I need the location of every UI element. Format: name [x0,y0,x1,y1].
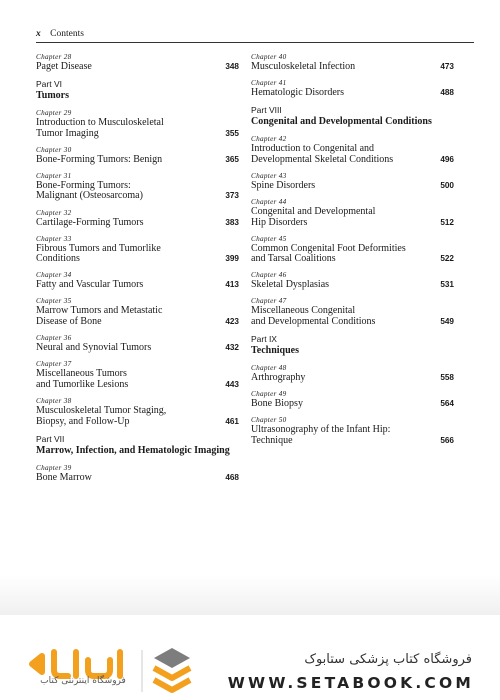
toc-entry[interactable] [251,364,454,384]
page-numeral: x [36,29,41,39]
toc-entry[interactable] [251,79,454,99]
toc-entry[interactable] [251,271,454,291]
chapter-label: Chapter 44 [251,197,287,206]
chapter-label: Chapter 34 [36,271,72,280]
chapter-label: Chapter 41 [251,79,287,88]
chapter-title-line: and Developmental Conditions [251,316,376,328]
chapter-title-row [251,88,454,99]
chapter-title-row [36,473,239,484]
chapter-title-line: Fatty and Vascular Tumors [36,279,144,291]
chapter-title-line: Technique [251,434,293,446]
page-number: 365 [225,154,239,164]
page-number: 473 [440,62,454,71]
chapter-title-line: Marrow Tumors and Metastatic [36,305,163,317]
toc-entry[interactable] [251,416,454,446]
toc-entry[interactable] [36,334,239,354]
chapter-title-line: Developmental Skeletal Conditions [251,153,394,165]
toc-entry[interactable] [251,198,454,228]
chapter-title-line: Miscellaneous Tumors [36,368,127,380]
toc-entry[interactable] [36,146,239,166]
chapter-label: Chapter 40 [251,53,287,61]
chapter-label: Chapter 38 [36,396,72,405]
page-number: 461 [225,416,239,426]
toc-entry[interactable] [36,109,239,139]
chapter-title-row [251,181,454,192]
setabook-logo-icon [14,636,204,700]
part-heading [251,334,454,356]
chapter-label: Chapter 29 [36,109,72,118]
chapter-title-line: Musculoskeletal Tumor Staging, [36,404,167,416]
part-title: Techniques [251,345,299,357]
page-number: 558 [440,373,454,383]
chapter-title-line: Paget Disease [36,61,92,72]
chapter-title-row [251,399,454,410]
part-title: Marrow, Infection, and Hematologic Imaging [36,444,230,456]
chapter-label: Chapter 43 [251,171,287,180]
chapter-title-line: Bone Marrow [36,471,92,483]
page-number: 531 [440,280,454,290]
page-number: 488 [440,88,454,98]
page-number: 443 [225,379,239,389]
chapter-title-line: Hematologic Disorders [251,87,345,99]
chapter-title-row [36,244,239,265]
chapter-label: Chapter 31 [36,171,72,180]
chapter-title-row [251,306,454,327]
chapter-label: Chapter 39 [36,463,72,472]
chapter-title-line: Tumor Imaging [36,127,99,139]
chapter-label: Chapter 36 [36,334,72,343]
part-label: Part VIII [251,105,282,116]
part-heading [36,79,239,101]
page-number: 468 [225,472,239,482]
chapter-title-line: Ultrasonography of the Infant Hip: [251,424,391,436]
chapter-title-line: Congenital and Developmental [251,205,376,217]
chapter-title-line: Neural and Synovial Tumors [36,342,152,354]
page-number: 383 [225,217,239,227]
page-number: 564 [440,399,454,409]
chapter-title-line: Malignant (Osteosarcoma) [36,190,143,202]
chapter-title-row [251,280,454,291]
page-number: 432 [225,343,239,353]
chapter-title-line: Cartilage-Forming Tumors [36,216,144,228]
part-title: Tumors [36,90,69,102]
chapter-title-line: Hip Disorders [251,216,308,228]
running-head: Contents [50,29,84,39]
toc-entry[interactable] [251,235,454,265]
chapter-title-row [251,144,454,165]
chapter-title-row [251,207,454,228]
page-number: 500 [440,180,454,190]
toc-entry[interactable] [36,360,239,390]
toc-entry[interactable] [36,464,239,484]
toc-entry[interactable] [251,390,454,410]
page-number: 549 [440,317,454,327]
chapter-label: Chapter 30 [36,145,72,154]
page-header [36,29,474,43]
chapter-label: Chapter 37 [36,360,72,369]
chapter-label: Chapter 42 [251,135,287,144]
chapter-title-row [251,244,454,265]
chapter-title-row [36,306,239,327]
chapter-title-row [36,62,239,73]
chapter-title-line: Skeletal Dysplasias [251,279,330,291]
chapter-label: Chapter 50 [251,416,287,425]
chapter-title-line: Bone Biopsy [251,398,303,410]
part-label: Part VI [36,79,62,90]
toc-entry[interactable] [36,209,239,229]
page-number: 413 [225,280,239,290]
page-number: 496 [440,154,454,164]
chapter-title-line: Bone-Forming Tumors: [36,179,131,191]
chapter-label: Chapter 48 [251,364,287,373]
page-number: 348 [225,62,239,71]
page-number: 355 [225,128,239,138]
logo-caption: فروشگاه اینترنتی کتاب [40,676,126,686]
toc-entry[interactable] [251,297,454,327]
toc-entry[interactable] [251,53,454,73]
toc-entry[interactable] [251,172,454,192]
part-heading [251,105,454,127]
part-title: Congenital and Developmental Conditions [251,116,432,128]
chapter-title-line: Bone-Forming Tumors: Benign [36,153,163,165]
toc-left-column [36,53,239,490]
chapter-label: Chapter 45 [251,234,287,243]
page-number: 512 [440,217,454,227]
part-label: Part VII [36,433,65,444]
chapter-title-line: Arthrography [251,372,306,384]
chapter-title-line: and Tarsal Coalitions [251,253,336,265]
store-url: WWW.SETABOOK.COM [227,674,474,692]
chapter-title-row [36,369,239,390]
chapter-title-row [251,373,454,384]
chapter-title-row [36,343,239,354]
chapter-label: Chapter 28 [36,53,72,61]
chapter-title-line: Fibrous Tumors and Tumorlike [36,242,161,254]
chapter-label: Chapter 46 [251,271,287,280]
chapter-title-row [36,118,239,139]
chapter-title-row [36,280,239,291]
toc-entry[interactable] [36,397,239,427]
chapter-label: Chapter 35 [36,297,72,306]
chapter-label: Chapter 49 [251,390,287,399]
chapter-title-line: Common Congenital Foot Deformities [251,242,406,254]
page-number: 373 [225,191,239,201]
chapter-title-line: Introduction to Musculoskeletal [36,117,164,129]
chapter-title-row [251,425,454,446]
chapter-title-row [36,181,239,202]
toc-entry[interactable] [36,53,239,73]
chapter-title-line: and Tumorlike Lesions [36,378,129,390]
chapter-title-line: Conditions [36,253,80,265]
chapter-title-line: Introduction to Congenital and [251,143,375,155]
chapter-title-row [36,218,239,229]
chapter-title-row [251,62,454,73]
page-number: 423 [225,317,239,327]
chapter-title-line: Biopsy, and Follow-Up [36,415,130,427]
chapter-label: Chapter 32 [36,208,72,217]
page-number: 566 [440,435,454,445]
chapter-title-line: Miscellaneous Congenital [251,305,356,317]
page-number: 522 [440,254,454,264]
chapter-title-line: Disease of Bone [36,316,102,328]
page-number: 399 [225,254,239,264]
part-label: Part IX [251,334,277,345]
chapter-title-row [36,406,239,427]
toc-entry[interactable] [36,235,239,265]
toc-right-column [251,53,454,453]
chapter-title-row [36,155,239,166]
store-name: فروشگاه کتاب پزشکی ستابوک [304,652,472,667]
chapter-label: Chapter 47 [251,297,287,306]
chapter-title-line: Spine Disorders [251,179,316,191]
part-heading [36,434,239,456]
toc-entry[interactable] [36,172,239,202]
toc-entry[interactable] [36,297,239,327]
toc-entry[interactable] [36,271,239,291]
chapter-label: Chapter 33 [36,234,72,243]
chapter-title-line: Musculoskeletal Infection [251,61,356,72]
toc-entry[interactable] [251,135,454,165]
